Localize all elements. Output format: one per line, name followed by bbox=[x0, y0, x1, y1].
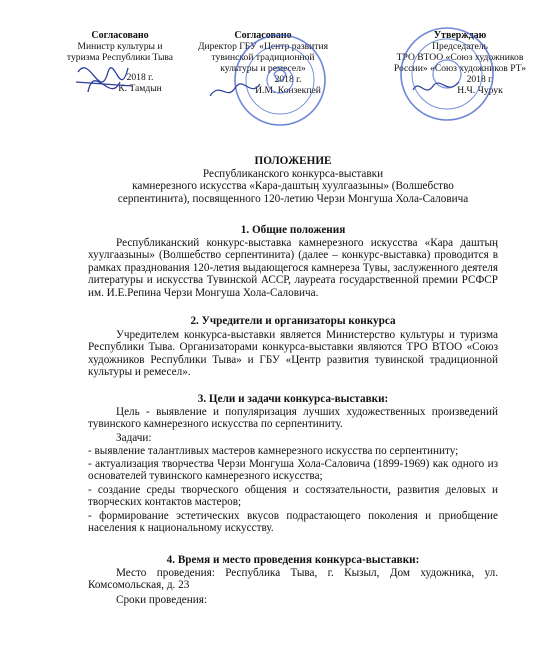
approval-signer: Н.Ч. Чурук bbox=[457, 85, 503, 96]
approval-line: туризма Республики Тыва bbox=[66, 52, 174, 63]
subtitle-line: серпентинита), посвященного 120-летию Черзи Монгуша Хола-Саловича bbox=[117, 192, 469, 205]
approval-date: 2018 г. bbox=[466, 74, 494, 85]
approval-block-chairman bbox=[385, 30, 535, 96]
task-item: - актуализация творчества Черзи Монгуша Хола-Саловича (1899-1969) как одного из основателей тувинского камнерезного искусства; bbox=[88, 458, 498, 483]
section-1-heading: 1. Общие положения bbox=[240, 224, 346, 236]
document-title: ПОЛОЖЕНИЕ bbox=[254, 155, 332, 167]
approval-title: Утверждаю bbox=[433, 30, 487, 41]
section-3-heading: 3. Цели и задачи конкурса-выставки: bbox=[197, 393, 389, 405]
section-4-terms: Сроки проведения: bbox=[116, 594, 207, 606]
section-3-tasks-label: Задачи: bbox=[116, 432, 152, 444]
approval-line: Министр культуры и bbox=[77, 41, 163, 52]
approval-signer: И.М. Конзекпей bbox=[255, 85, 321, 96]
section-2-text: Учредителем конкурса-выставки является Министерство культуры и туризма Республики Тыва. Организаторами конкурса-выставки являются ТРО ВТОО «Союз художников Республики Тыва» и ГБУ «Центр развития тувинской традиционной культуры и ремесел». bbox=[88, 329, 498, 379]
subtitle-line: камнерезного искусства «Кара-даштыӊ хуулгаазыны» (Волшебство bbox=[132, 180, 454, 193]
section-4-place: Место проведения: Республика Тыва, г. Кызыл, Дом художника, ул. Комсомольская, д. 23 bbox=[88, 567, 498, 592]
approval-block-minister bbox=[55, 30, 185, 94]
approval-line: Директор ГБУ «Центр развития bbox=[197, 41, 329, 52]
section-1-text: Республиканский конкурс-выставка камнерезного искусства «Кара даштыӊ хуулгаазыны» (Волшебство серпентинита) (далее – конкурс-выставка) проводится в рамках празднования 120-летия выдающегося камнереза Тувы, заслуженного деятеля литературы и искусства Тувинской АССР, лауреата государственной премии РСФСР им. И.Е.Репина Черзи Монгуша Хола-Саловича. bbox=[88, 237, 498, 299]
approval-block-director bbox=[188, 30, 338, 96]
document-subtitle bbox=[88, 168, 498, 205]
task-item: - создание среды творческого общения и состязательности, развития деловых и творческих контактов мастеров; bbox=[88, 484, 498, 509]
section-4-heading: 4. Время и место проведения конкурса-выставки: bbox=[166, 554, 420, 566]
subtitle-line: Республиканского конкурса-выставки bbox=[202, 168, 384, 180]
approval-line: России» «Союз художников РТ» bbox=[393, 63, 527, 74]
approval-line: тувинской традиционной bbox=[211, 52, 315, 63]
approval-date: 2018 г. bbox=[126, 72, 154, 83]
section-2-heading: 2. Учредители и организаторы конкурса bbox=[190, 315, 396, 327]
approval-date: 2018 г. bbox=[274, 74, 302, 85]
approval-title: Согласовано bbox=[234, 30, 292, 41]
section-3-goal: Цель - выявление и популяризация лучших художественных произведений тувинского камнерезного искусства по серпентиниту. bbox=[88, 406, 498, 431]
approval-line: культуры и ремесел» bbox=[220, 63, 306, 74]
approval-title: Согласовано bbox=[91, 30, 149, 41]
task-item: - выявление талантливых мастеров камнерезного искусства по серпентиниту; bbox=[88, 445, 459, 457]
task-item: - формирование эстетических вкусов подрастающего поколения и приобщение населения к национальному искусству. bbox=[88, 510, 498, 535]
approval-signer: К. Тамдын bbox=[118, 83, 162, 94]
approval-line: Председатель bbox=[432, 41, 488, 52]
approval-line: ТРО ВТОО «Союз художников bbox=[396, 52, 524, 63]
